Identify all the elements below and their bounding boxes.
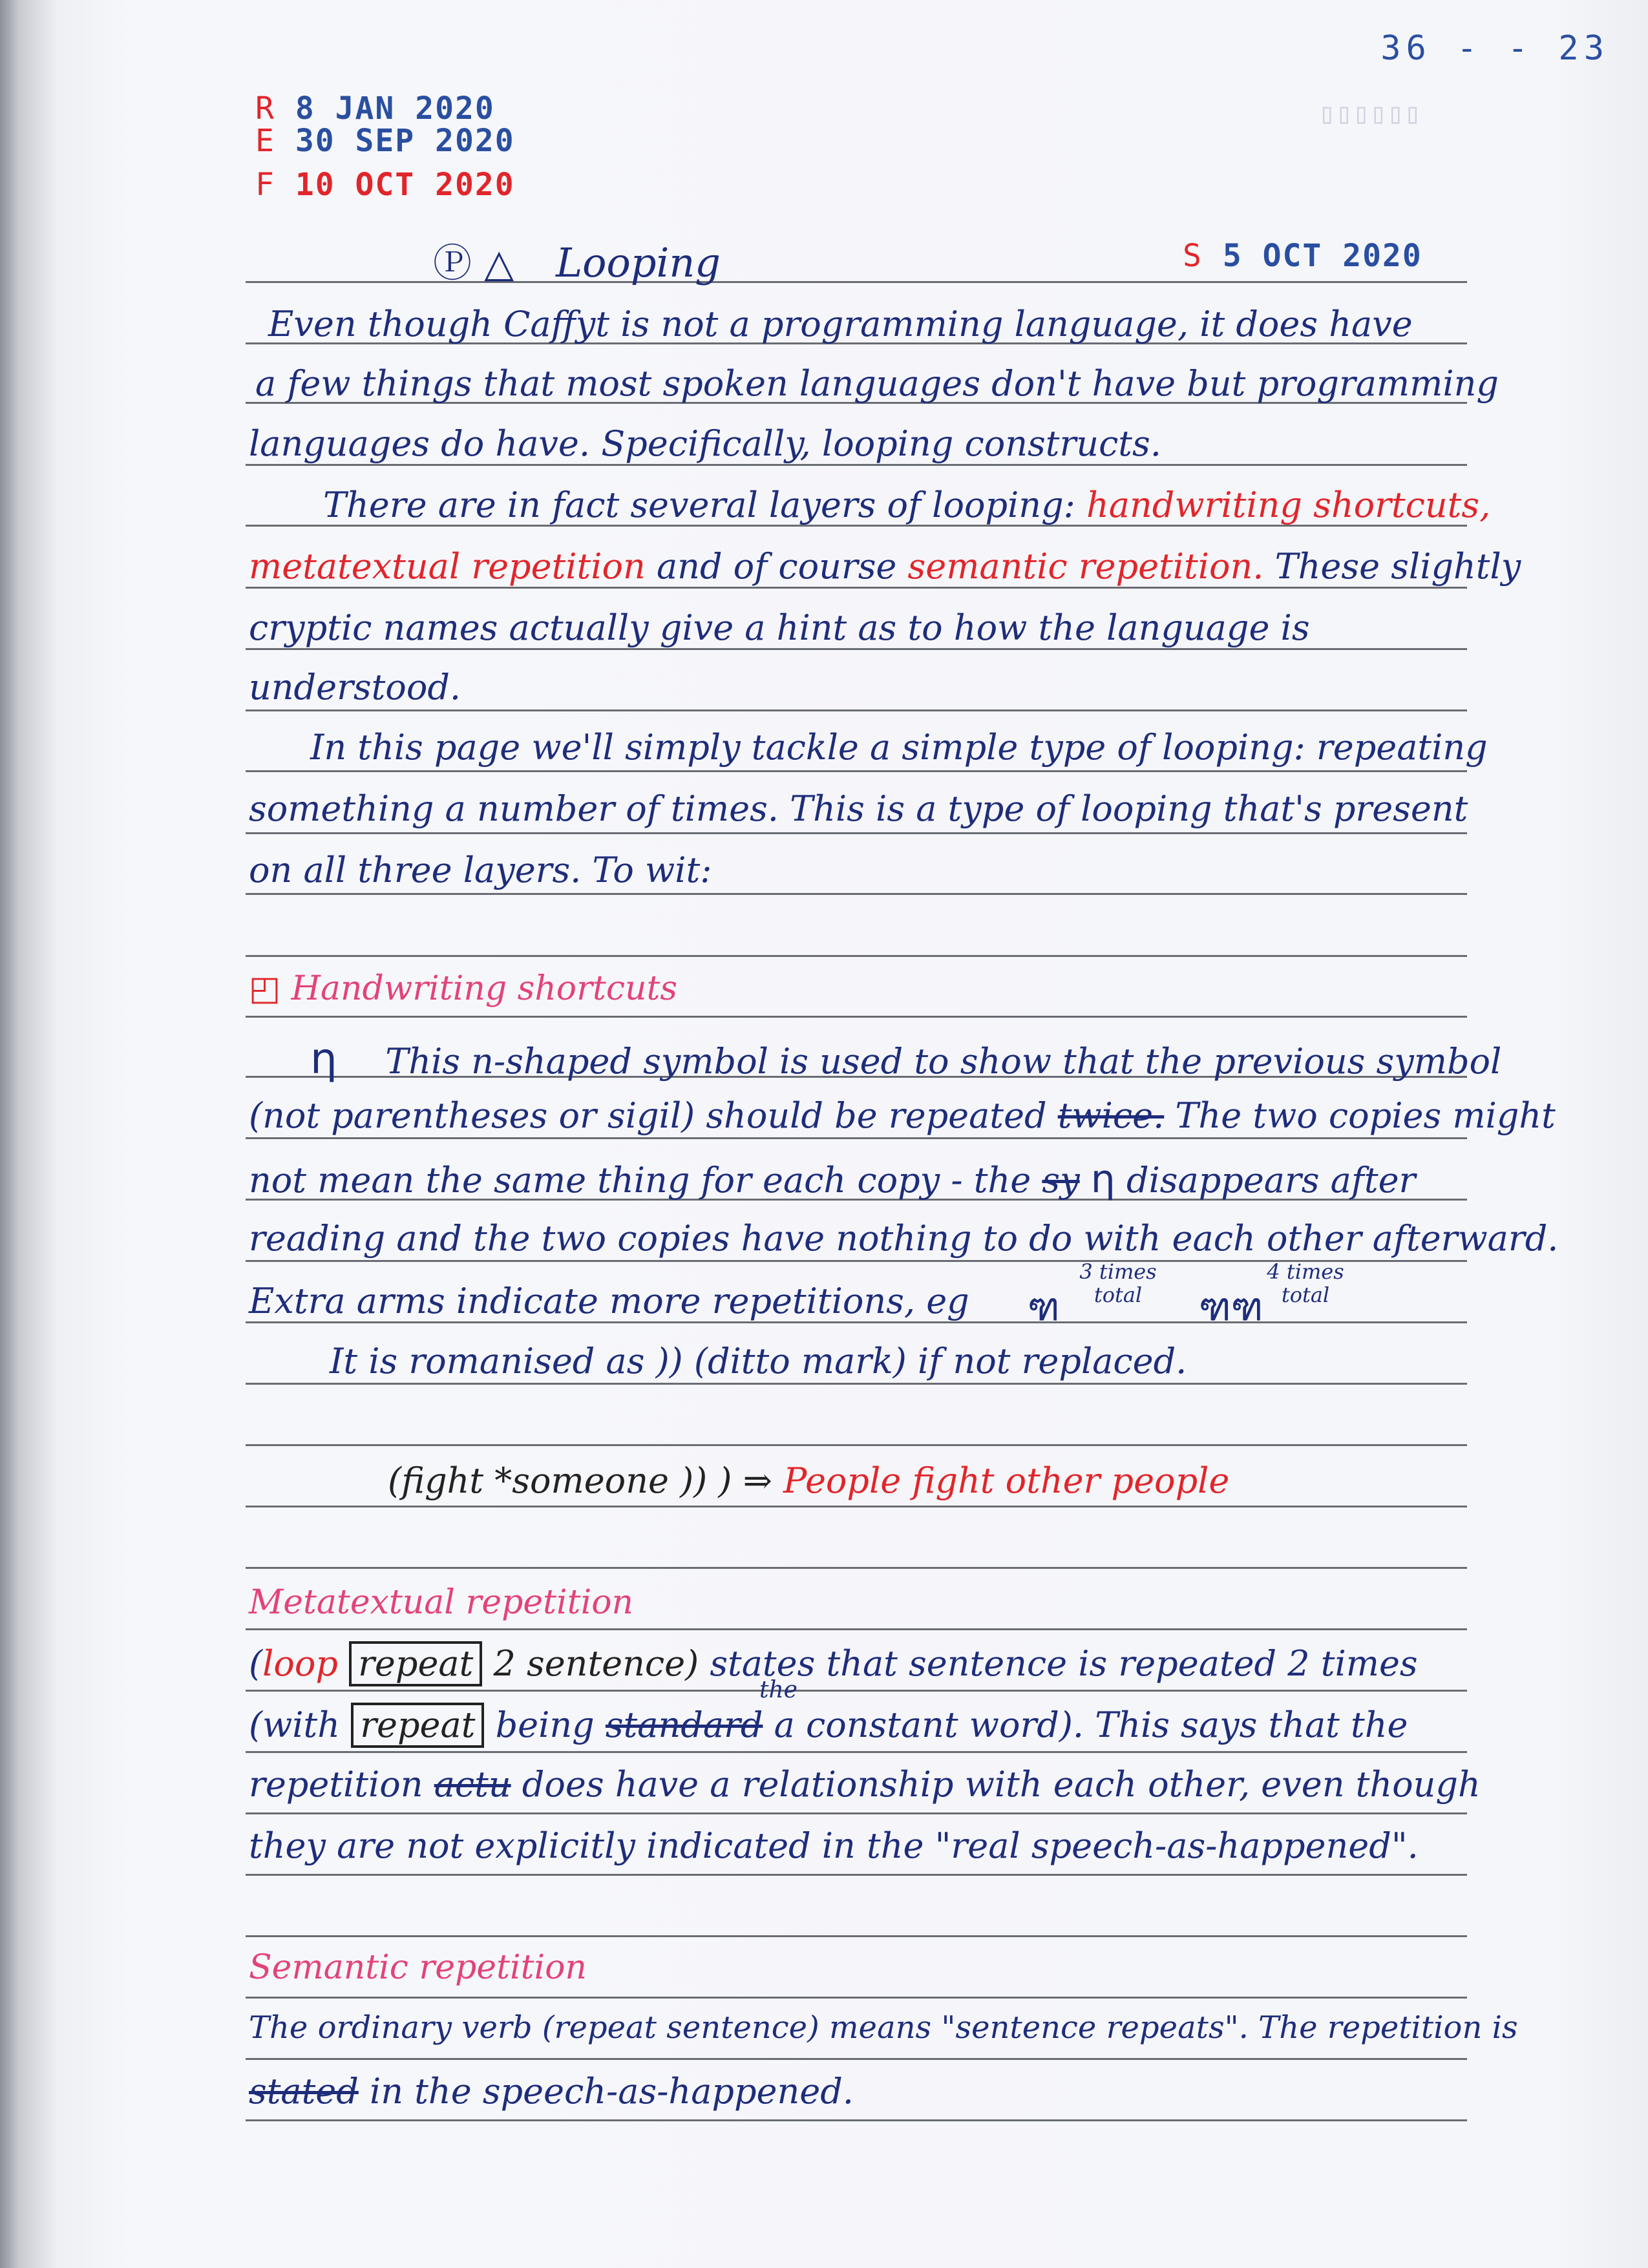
layers-text: These slightly	[1263, 546, 1521, 587]
meta-text: (with	[249, 1705, 352, 1745]
hw-text: The two copies might	[1164, 1095, 1556, 1136]
meta-text: (	[249, 1643, 263, 1684]
ruled-line	[246, 648, 1467, 650]
stamp-r	[255, 90, 495, 127]
ruled-line	[246, 1567, 1467, 1569]
meta-text: being	[484, 1705, 606, 1745]
meta-text: a constant word). This says that the	[763, 1705, 1408, 1745]
stamp-r-letter: R	[255, 90, 275, 127]
ruled-line	[246, 1690, 1467, 1692]
example-translation: People fight other people	[783, 1460, 1230, 1501]
note-bottom: total	[1281, 1283, 1330, 1307]
ruled-line	[246, 281, 1467, 283]
layers-line-4: understood.	[249, 667, 461, 708]
insert-word: the	[759, 1677, 798, 1703]
tackle-line-3: on all three layers. To wit:	[249, 850, 712, 890]
note-bottom: total	[1093, 1283, 1143, 1307]
stamp-e	[255, 123, 515, 159]
three-times-note	[1079, 1260, 1157, 1307]
ruled-line	[246, 1997, 1467, 1999]
ruled-line	[246, 1874, 1467, 1876]
intro-line-3: languages do have. Specifically, looping constructs.	[249, 423, 1161, 464]
semantic-term: semantic repetition.	[907, 546, 1264, 587]
repeat-symbol-icon: η	[1090, 1157, 1115, 1202]
handwriting-heading	[249, 969, 677, 1008]
ruled-line	[246, 1628, 1467, 1630]
hw-text: not mean the same thing for each copy - the	[249, 1160, 1042, 1201]
layers-text: and of course	[645, 546, 908, 587]
ruled-line	[246, 709, 1467, 711]
meta-line-2	[249, 1703, 1408, 1748]
page-number: 36 - - 23	[1380, 29, 1609, 68]
intro-line-1: Even though Caffyt is not a programming language, it does have	[268, 304, 1413, 344]
ruled-line	[246, 2119, 1467, 2121]
hw-line-6: It is romanised as )) (ditto mark) if not replaced.	[330, 1341, 1187, 1381]
struck-word: standard	[605, 1705, 763, 1745]
page-title: Looping	[556, 239, 721, 286]
ruled-line	[246, 1137, 1467, 1139]
layers-text: There are in fact several layers of looping:	[323, 485, 1087, 525]
meta-line-3	[249, 1764, 1481, 1805]
metatextual-heading: Metatextual repetition	[249, 1583, 634, 1622]
ruled-line	[246, 2058, 1467, 2060]
struck-word: sy	[1042, 1160, 1080, 1201]
layers-line-1	[323, 485, 1490, 525]
handwriting-shortcuts-term: handwriting shortcuts,	[1086, 485, 1491, 525]
semantic-heading: Semantic repetition	[249, 1948, 587, 1987]
hw-line-2	[249, 1095, 1556, 1136]
stamp-f-letter: F	[255, 167, 275, 203]
ruled-line	[246, 955, 1467, 957]
ruled-line	[246, 1321, 1467, 1323]
ruled-line	[246, 1506, 1467, 1507]
stamp-e-date: 30 SEP 2020	[295, 123, 515, 159]
header-marks: Ⓟ △	[433, 241, 514, 286]
four-arm-symbol-icon: ฑฑ	[1199, 1285, 1263, 1330]
meta-text: does have a relationship with each other, even though	[511, 1764, 1481, 1805]
stamp-f	[255, 167, 515, 203]
note-top: 4 times	[1267, 1259, 1344, 1284]
stamp-s	[1183, 238, 1422, 274]
stamp-s-date: 5 OCT 2020	[1222, 238, 1422, 274]
stamp-e-letter: E	[255, 123, 275, 159]
ruled-line	[246, 770, 1467, 772]
ruled-line	[246, 832, 1467, 834]
layers-line-2	[249, 546, 1521, 587]
meta-text: repetition	[249, 1764, 434, 1805]
meta-text: states that sentence is repeated 2 times	[699, 1643, 1418, 1684]
ruled-line	[246, 1935, 1467, 1937]
hw-line-5	[249, 1281, 969, 1321]
hw-line-4: reading and the two copies have nothing to do with each other afterward.	[249, 1218, 1559, 1259]
metatextual-term: metatextual repetition	[249, 546, 646, 587]
repeat-boxed-word: repeat	[351, 1703, 484, 1748]
hw-text: Extra arms indicate more repetitions, eg	[249, 1281, 969, 1321]
sem-line-2	[249, 2071, 854, 2112]
tackle-line-1: In this page we'll simply tackle a simple type of looping: repeating	[310, 727, 1488, 768]
layers-line-3: cryptic names actually give a hint as to how the language is	[249, 607, 1310, 648]
stamp-s-letter: S	[1183, 238, 1203, 274]
hw-line-3	[249, 1157, 1415, 1202]
tackle-line-2: something a number of times. This is a type of looping that's present	[249, 788, 1468, 829]
handwriting-heading-text: Handwriting shortcuts	[291, 969, 678, 1008]
stamp-f-date: 10 OCT 2020	[295, 167, 515, 203]
ruled-line	[246, 1751, 1467, 1753]
loop-keyword: loop	[262, 1643, 338, 1684]
sem-text: in the speech-as-happened.	[358, 2071, 854, 2112]
struck-word: stated	[249, 2071, 359, 2112]
example-source: (fight *someone )) ) ⇒	[388, 1460, 772, 1501]
stamp-r-date: 8 JAN 2020	[295, 90, 495, 127]
meta-text: 2 sentence)	[493, 1643, 699, 1684]
struck-word: actu	[434, 1764, 511, 1805]
ruled-line	[246, 587, 1467, 589]
ruled-line	[246, 1383, 1467, 1385]
hw-text: This n-shaped symbol is used to show that the previous symbol	[385, 1041, 1502, 1082]
three-arm-symbol-icon: ฑ	[1028, 1285, 1060, 1330]
repeat-boxed-word: repeat	[349, 1641, 482, 1686]
ruled-line	[246, 464, 1467, 466]
sem-line-1: The ordinary verb (repeat sentence) means "sentence repeats". The repetition is	[249, 2010, 1518, 2046]
section-mark-icon: ◰	[249, 969, 281, 1008]
hw-line-1	[310, 1034, 1501, 1084]
ruled-line	[246, 1444, 1467, 1446]
repeat-symbol-icon: η	[310, 1034, 337, 1084]
meta-line-1	[249, 1641, 1418, 1686]
ruled-line	[246, 1812, 1467, 1814]
show-through-decoration: ▯▯▯▯▯▯	[1318, 97, 1421, 130]
struck-word: twice.	[1057, 1095, 1165, 1136]
note-top: 3 times	[1079, 1259, 1157, 1284]
intro-line-2: a few things that most spoken languages don't have but programming	[255, 363, 1499, 404]
hw-example	[388, 1460, 1229, 1501]
hw-text: disappears after	[1115, 1160, 1416, 1201]
ruled-line	[246, 893, 1467, 895]
ruled-line	[246, 1016, 1467, 1018]
four-times-note	[1263, 1260, 1347, 1307]
meta-line-4: they are not explicitly indicated in the "real speech-as-happened".	[249, 1825, 1419, 1866]
hw-text: (not parentheses or sigil) should be repeated	[249, 1095, 1058, 1136]
